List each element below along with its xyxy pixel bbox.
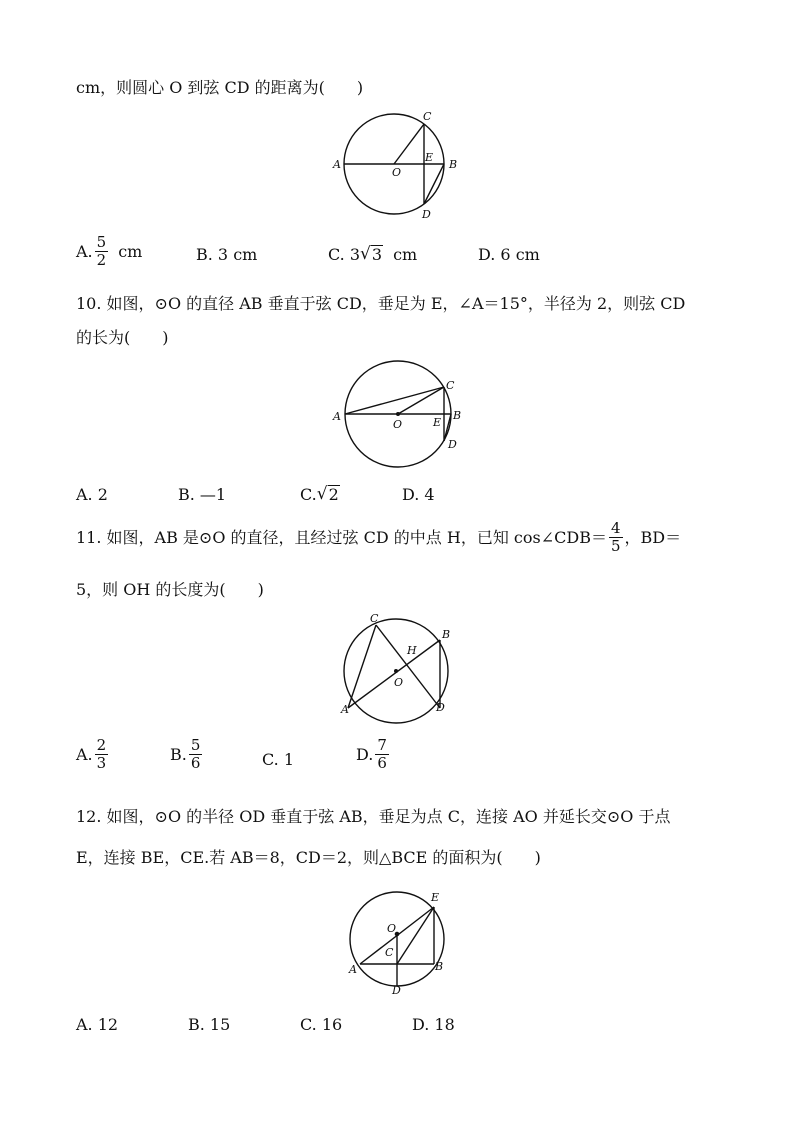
q11-option-a[interactable]: A. $\frac{2}{3}$ <box>76 736 107 772</box>
q9-figure <box>330 106 470 226</box>
q9-option-a[interactable]: A. $\frac{5}{2}$ cm <box>76 233 143 269</box>
q10-label-d: D <box>448 438 457 451</box>
q11-label-h: H <box>407 644 417 657</box>
q11-label-c: C <box>370 612 379 625</box>
q10-center-dot <box>396 412 400 416</box>
q9-option-c[interactable]: C. 3 √ 3 cm <box>328 244 418 264</box>
q12-option-b[interactable]: B. 15 <box>188 1015 231 1034</box>
q11-center-dot <box>394 669 398 673</box>
q9-label-a: A <box>333 158 341 171</box>
q11-option-d[interactable]: D. $\frac{7}{6}$ <box>356 736 387 772</box>
q10-radius-oc <box>398 387 444 414</box>
q9-stem-tail: cm，则圆心 O 到弦 CD 的距离为( ) <box>76 78 364 97</box>
q10-figure <box>330 358 470 478</box>
q11-label-o: O <box>394 676 404 689</box>
q10-option-b[interactable]: B. —1 <box>178 485 227 504</box>
q9-label-d: D <box>422 208 431 221</box>
q11-stem-line2: 5，则 OH 的长度为( ) <box>76 580 264 599</box>
q12-option-c[interactable]: C. 16 <box>300 1015 343 1034</box>
q12-label-c: C <box>385 946 394 959</box>
q12-label-a: A <box>349 963 357 976</box>
q12-option-d[interactable]: D. 18 <box>412 1015 455 1034</box>
q9-segment-bd <box>424 164 444 204</box>
q11-stem-line1: 11. 如图，AB 是⊙O 的直径，且经过弦 CD 的中点 H，已知 cos∠CDB＝ $\frac{4}{5}$ ，BD＝ <box>76 519 682 555</box>
q11-option-b[interactable]: B. $\frac{5}{6}$ <box>170 736 201 772</box>
q10-label-c: C <box>446 379 455 392</box>
q12-option-a[interactable]: A. 12 <box>76 1015 119 1034</box>
q9-label-c: C <box>423 110 432 123</box>
q12-label-e: E <box>431 891 440 904</box>
q10-segment-ac <box>345 387 444 414</box>
q10-option-a[interactable]: A. 2 <box>76 485 108 504</box>
q10-option-d[interactable]: D. 4 <box>402 485 435 504</box>
q10-label-b: B <box>453 409 462 422</box>
q12-segment-ce <box>397 907 434 964</box>
q11-option-c[interactable]: C. 1 <box>262 750 295 769</box>
q9-option-b[interactable]: B. 3 cm <box>196 245 258 264</box>
q11-label-d: D <box>436 701 445 714</box>
q12-stem-line2: E，连接 BE，CE.若 AB＝8，CD＝2，则△BCE 的面积为( ) <box>76 848 541 867</box>
q11-label-b: B <box>442 628 451 641</box>
q12-figure <box>330 886 470 1001</box>
q11-diameter-ab <box>348 640 440 708</box>
q12-label-d: D <box>392 984 401 997</box>
q11-label-a: A <box>341 703 349 716</box>
q9-label-b: B <box>449 158 458 171</box>
q11-figure <box>330 608 470 728</box>
q9-label-e: E <box>425 151 434 164</box>
q12-label-b: B <box>435 960 444 973</box>
q11-segment-ca <box>348 625 376 708</box>
q12-stem-line1: 12. 如图，⊙O 的半径 OD 垂直于弦 AB，垂足为点 C，连接 AO 并延长交⊙O 于点 <box>76 807 671 826</box>
q12-label-o: O <box>387 922 397 935</box>
q10-label-o: O <box>393 418 403 431</box>
q11-chord-cd <box>376 625 440 708</box>
q10-stem-line1: 10. 如图，⊙O 的直径 AB 垂直于弦 CD，垂足为 E，∠A＝15°，半径为 2，则弦 CD <box>76 294 686 313</box>
q10-label-a: A <box>333 410 341 423</box>
q10-stem-line2: 的长为( ) <box>76 328 169 347</box>
q9-radius-oc <box>394 124 424 164</box>
q10-option-c[interactable]: C. √ 2 <box>300 484 339 504</box>
q9-option-d[interactable]: D. 6 cm <box>478 245 540 264</box>
q10-label-e: E <box>433 416 442 429</box>
q9-label-o: O <box>392 166 402 179</box>
